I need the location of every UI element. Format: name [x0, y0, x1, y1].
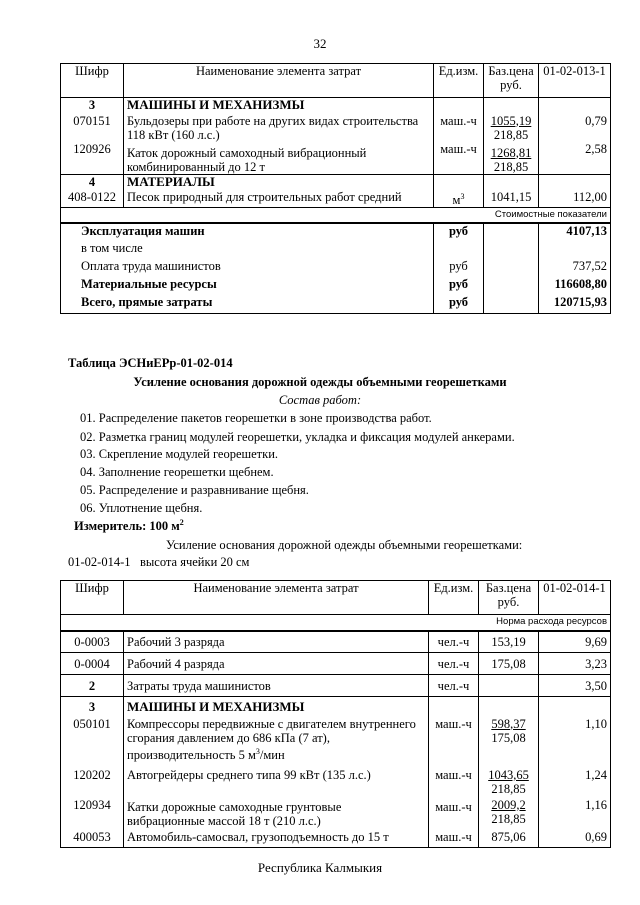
table-row: 400053 Автомобиль-самосвал, грузоподъемность до 15 т маш.-ч 875,06 0,69	[61, 828, 611, 848]
work-item: 06. Уплотнение щебня.	[80, 501, 203, 515]
col-norm: 01-02-014-1	[539, 581, 611, 615]
table-row: 408-0122 Песок природный для строительных работ средний $м^3$ 1041,15 112,00	[61, 190, 611, 208]
section-row: 4 МАТЕРИАЛЫ	[61, 174, 611, 190]
col-name: Наименование элемента затрат	[124, 64, 434, 98]
table-title: Таблица ЭСНиЕРр-01-02-014	[68, 356, 233, 370]
resource-description: Усиление основания дорожной одежды объемными георешетками:	[166, 538, 523, 552]
page-footer: Республика Калмыкия	[257, 860, 383, 875]
section-row: 3 МАШИНЫ И МЕХАНИЗМЫ	[61, 98, 611, 114]
section-row: 2 Затраты труда машинистов чел.-ч 3,50	[61, 675, 611, 697]
col-unit: Ед.изм.	[434, 64, 484, 98]
resource-table-014	[60, 580, 611, 848]
total-row: Оплата труда машинистов руб 737,52	[61, 259, 611, 277]
norm-code-description: высота ячейки 20 см	[140, 555, 250, 569]
norm-label-row: Норма расхода ресурсов	[61, 615, 611, 631]
table-row: 050101 Компрессоры передвижные с двигателем внутреннего сгорания давлением до 686 кПа (7 ат), производительность 5 $м^3$/мин маш.-ч 598,37 175,08 1,10	[61, 717, 611, 766]
table-header	[61, 581, 611, 615]
table-row: 120926 Каток дорожный самоходный вибрационный комбинированный до 12 т маш.-ч 1268,81 218,85 2,58	[61, 142, 611, 175]
col-unit: Ед.изм.	[429, 581, 479, 615]
col-name: Наименование элемента затрат	[124, 581, 429, 615]
work-item: 01. Распределение пакетов георешетки в зоне производства работ.	[80, 411, 432, 425]
table-row: 070151 Бульдозеры при работе на других видах строительства 118 кВт (160 л.с.) маш.-ч 1055,19 218,85 0,79	[61, 114, 611, 142]
page-number: 32	[313, 36, 327, 51]
col-code: Шифр	[61, 64, 124, 98]
section-row: 3 МАШИНЫ И МЕХАНИЗМЫ	[61, 697, 611, 717]
total-row: Всего, прямые затраты руб 120715,93	[61, 295, 611, 313]
table-header	[61, 64, 611, 98]
col-code: Шифр	[61, 581, 124, 615]
total-row: Эксплуатация машин руб 4107,13	[61, 223, 611, 241]
table-row: 120934 Катки дорожные самоходные грунтовые вибрационные массой 18 т (210 л.с.) маш.-ч 2009,2 218,85 1,16	[61, 796, 611, 828]
norm-code: 01-02-014-1	[68, 555, 131, 569]
section-heading: Усиление основания дорожной одежды объемными георешетками	[133, 375, 507, 389]
work-item: 02. Разметка границ модулей георешетки, укладка и фиксация модулей анкерами.	[80, 430, 515, 444]
table-row: 0-0004 Рабочий 4 разряда чел.-ч 175,08 3,23	[61, 653, 611, 675]
col-norm: 01-02-013-1	[539, 64, 611, 98]
meter-label: Измеритель: 100 $м^2$	[74, 518, 184, 534]
col-price: Баз.цена руб.	[484, 64, 539, 98]
col-price: Баз.цена руб.	[479, 581, 539, 615]
total-row: Материальные ресурсы руб 116608,80	[61, 277, 611, 295]
cost-label-row: Стоимостные показатели	[61, 208, 611, 224]
work-item: 03. Скрепление модулей георешетки.	[80, 447, 279, 461]
resource-table-013	[60, 63, 611, 314]
work-item: 04. Заполнение георешетки щебнем.	[80, 465, 274, 479]
total-row: в том числе	[61, 241, 611, 259]
composition-title: Состав работ:	[278, 393, 362, 407]
work-item: 05. Распределение и разравнивание щебня.	[80, 483, 309, 497]
table-row: 0-0003 Рабочий 3 разряда чел.-ч 153,19 9,69	[61, 631, 611, 653]
table-row: 120202 Автогрейдеры среднего типа 99 кВт (135 л.с.) маш.-ч 1043,65 218,85 1,24	[61, 766, 611, 796]
